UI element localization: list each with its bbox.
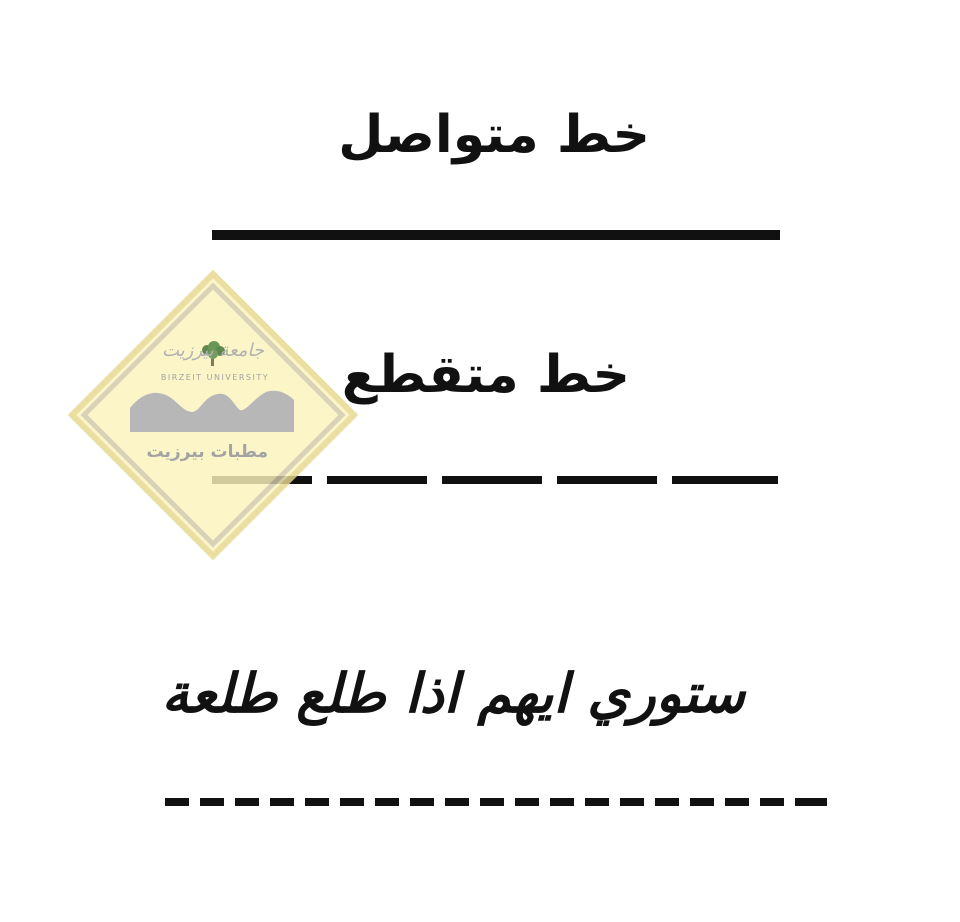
dashed-line-title: خط متقطع	[341, 345, 630, 405]
dash-segment	[340, 798, 364, 806]
dash-segment	[672, 476, 778, 484]
dash-segment	[620, 798, 644, 806]
dash-segment	[305, 798, 329, 806]
solid-line	[212, 230, 780, 240]
dash-segment	[515, 798, 539, 806]
dash-segment	[270, 798, 294, 806]
dash-segment	[690, 798, 714, 806]
dash-segment	[445, 798, 469, 806]
dash-segment	[557, 476, 657, 484]
dash-segment	[550, 798, 574, 806]
story-text: ستوري ايهم اذا طلع طلعة	[161, 661, 745, 725]
bumps-icon	[130, 391, 294, 432]
dash-segment	[655, 798, 679, 806]
dash-segment	[200, 798, 224, 806]
dash-segment	[795, 798, 827, 806]
dash-segment	[480, 798, 504, 806]
dash-segment	[760, 798, 784, 806]
dash-segment	[165, 798, 189, 806]
warning-sign-icon	[68, 270, 358, 560]
dash-segment	[375, 798, 399, 806]
dash-segment	[235, 798, 259, 806]
university-english-name: BIRZEIT UNIVERSITY	[160, 373, 270, 382]
watermark-caption: مطبات بيرزيت	[146, 442, 268, 462]
short-dashed-line	[165, 798, 827, 806]
dash-segment	[585, 798, 609, 806]
solid-line-title: خط متواصل	[338, 105, 650, 165]
dash-segment	[410, 798, 434, 806]
university-arabic-name: جامعة بيرزيت	[161, 340, 265, 361]
birzeit-bumps-watermark	[68, 270, 358, 560]
dash-segment	[725, 798, 749, 806]
dash-segment	[442, 476, 542, 484]
